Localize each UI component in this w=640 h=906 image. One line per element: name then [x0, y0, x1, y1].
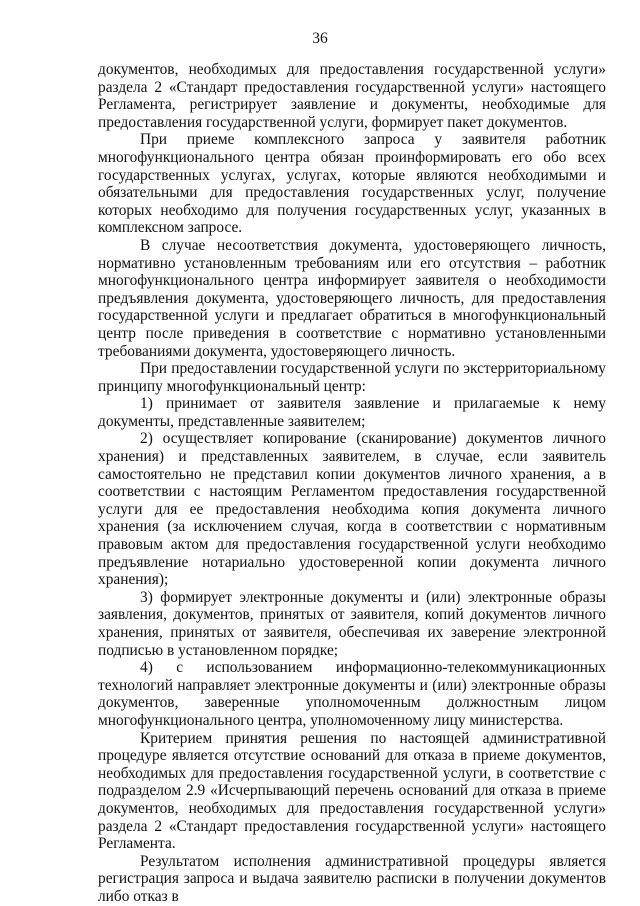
paragraph-3: В случае несоответствия документа, удостоверяющего личность, нормативно установленным требованиям или его отсутствия – работник многофункционального центра информирует заявителя о необходимости предъявления документа, удостоверяющего личность, для предоставления государственной услуги и предлагает обратиться в многофункциональный центр после приведения в соответствие с нормативно установленными требованиями документа, удостоверяющего личность.	[98, 236, 606, 360]
document-body	[98, 61, 606, 906]
paragraph-2: При приеме комплексного запроса у заявителя работник многофункционального центра обязан проинформировать его обо всех государственных услугах, услугах, которые являются необходимыми и обязательными для предоставления государственных услуг, получение которых необходимо для получения государственных услуг, указанных в комплексном запросе.	[98, 131, 606, 237]
list-item-2: 2) осуществляет копирование (сканирование) документов личного хранения) и представленных заявителем, в случае, если заявитель самостоятельно не представил копии документов личного хранения, а в соответствии с настоящим Регламентом предоставления государственной услуги для ее предоставления необходима копия документа личного хранения (за исключением случая, когда в соответствии с нормативным правовым актом для предоставления государственной услуги необходимо предъявление нотариально удостоверенной копии документа личного хранения);	[98, 430, 606, 589]
list-item-1: 1) принимает от заявителя заявление и прилагаемые к нему документы, представленные заявителем;	[98, 395, 606, 430]
paragraph-result: Результатом исполнения административной процедуры является регистрация запроса и выдача заявителю расписки в получении документов либо отказ в	[98, 852, 606, 905]
page-number: 36	[312, 30, 328, 47]
paragraph-1: документов, необходимых для предоставления государственной услуги» раздела 2 «Стандарт предоставления государственной услуги» настоящего Регламента, регистрирует заявление и документы, необходимые для предоставления государственной услуги, формирует пакет документов.	[98, 61, 606, 131]
list-item-3: 3) формирует электронные документы и (или) электронные образы заявления, документов, принятых от заявителя, копий документов личного хранения, принятых от заявителя, обеспечивая их заверение электронной подписью в установленном порядке;	[98, 588, 606, 659]
list-item-4: 4) с использованием информационно-телекоммуникационных технологий направляет электронные документы и (или) электронные образы документов, заверенные уполномоченным должностным лицом многофункционального центра, уполномоченному лицу министерства.	[98, 659, 606, 729]
paragraph-4: При предоставлении государственной услуги по экстерриториальному принципу многофункциональный центр:	[98, 360, 606, 395]
paragraph-criteria: Критерием принятия решения по настоящей административной процедуре является отсутствие оснований для отказа в приеме документов, необходимых для предоставления государственной услуги, в соответствие с подразделом 2.9 «Исчерпывающий перечень оснований для отказа в приеме документов, необходимых для предоставления государственной услуги» раздела 2 «Стандарт предоставления государственной услуги» настоящего Регламента.	[98, 729, 606, 853]
